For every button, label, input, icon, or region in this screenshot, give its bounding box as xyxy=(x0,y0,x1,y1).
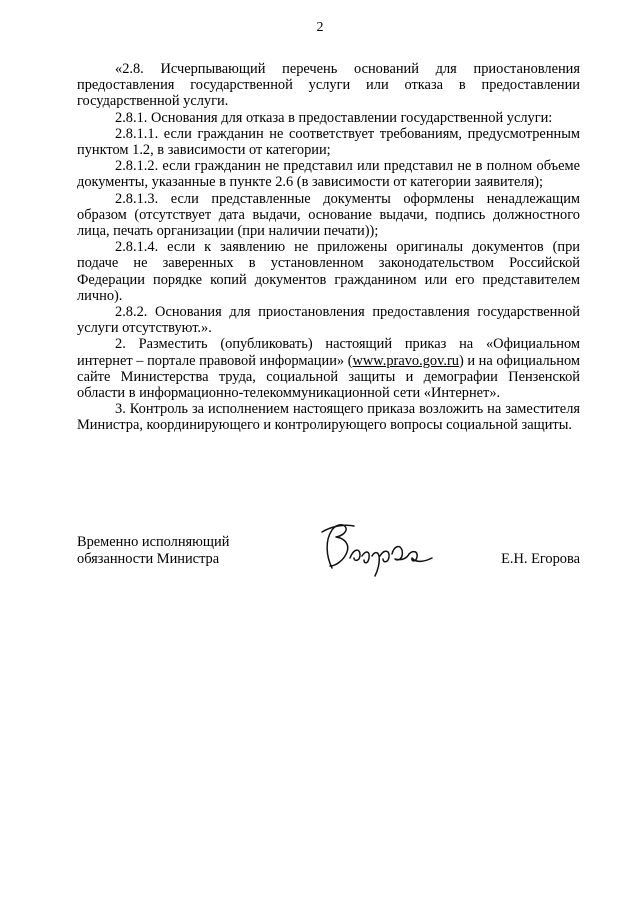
page-number: 2 xyxy=(316,20,324,35)
paragraph-2-8: «2.8. Исчерпывающий перечень оснований для приостановления предоставления государственной услуги или отказа в предоставлении государственной услуги. xyxy=(77,61,580,110)
item-2-text-before: 2. Разместить (опубликовать) настоящий приказ на «Официальном интернет – портале правовой информации» ( xyxy=(77,336,580,369)
handwritten-signature xyxy=(292,518,492,584)
pravo-gov-link[interactable]: www.pravo.gov.ru xyxy=(352,352,459,369)
signature-block xyxy=(77,534,580,594)
document-body xyxy=(77,61,580,434)
signatory-title xyxy=(77,534,277,567)
paragraph-2-8-1-2: 2.8.1.2. если гражданин не представил или представил не в полном объеме документы, указанные в пункте 2.6 (в зависимости от категории заявителя); xyxy=(77,158,580,191)
paragraph-2-8-1-3: 2.8.1.3. если представленные документы оформлены ненадлежащим образом (отсутствует дата выдачи, основание выдачи, подпись должностного лица, печать организации (при наличии печати)); xyxy=(77,190,580,240)
paragraph-2-8-1: 2.8.1. Основания для отказа в предоставлении государственной услуги: xyxy=(115,109,553,126)
paragraph-item-3: 3. Контроль за исполнением настоящего приказа возложить на заместителя Министра, координирующего и контролирующего вопросы социальной защиты. xyxy=(77,401,580,434)
signatory-title-line-1: Временно исполняющий xyxy=(77,534,230,550)
paragraph-item-2 xyxy=(77,336,580,401)
paragraph-2-8-1-4: 2.8.1.4. если к заявлению не приложены оригиналы документов (при подаче не заверенных в установленном законодательством Российской Федерации порядке копий документов гражданином или его представителем лично). xyxy=(77,239,580,304)
item-2-text-after: ) и на официальном сайте Министерства труда, социальной защиты и демографии Пензенской области в информационно-телекоммуникационной сети «Интернет». xyxy=(77,352,580,402)
signatory-name: Е.Н. Егорова xyxy=(501,551,580,567)
paragraph-2-8-2: 2.8.2. Основания для приостановления предоставления государственной услуги отсутствуют.». xyxy=(77,304,580,337)
signatory-title-line-2: обязанности Министра xyxy=(77,550,220,567)
paragraph-2-8-1-1: 2.8.1.1. если гражданин не соответствует требованиям, предусмотренным пунктом 1.2, в зависимости от категории; xyxy=(77,125,580,159)
